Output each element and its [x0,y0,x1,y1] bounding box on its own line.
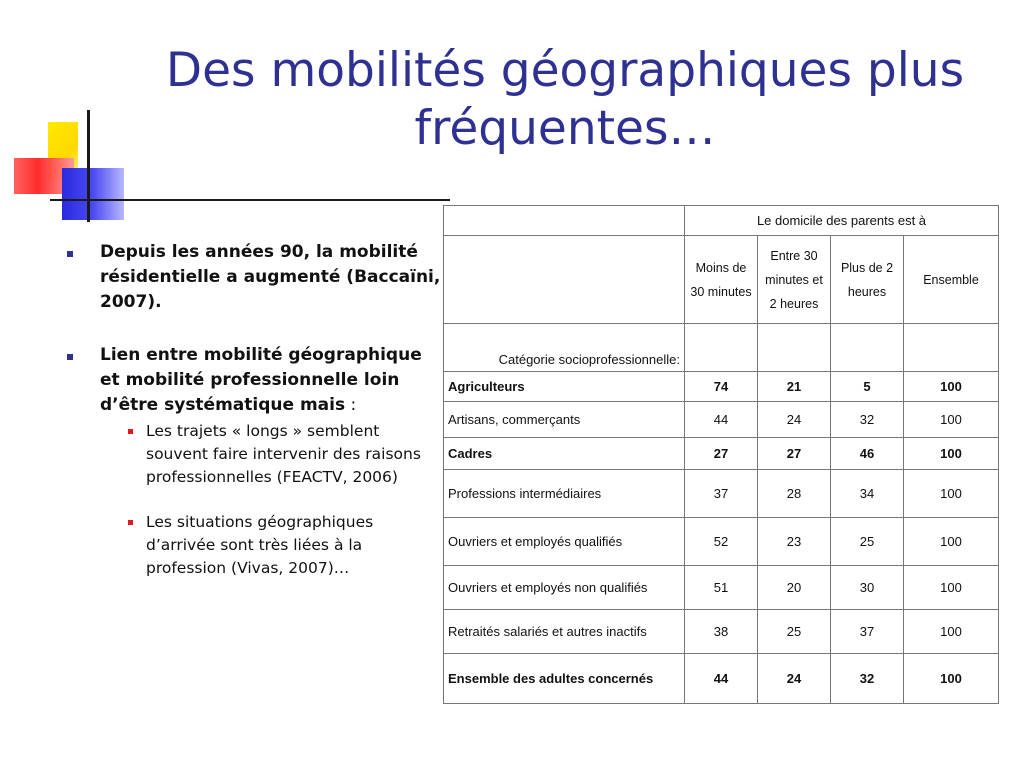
table-cell: 44 [685,402,758,438]
group-header: Le domicile des parents est à [685,206,999,236]
table-cell: 100 [904,372,999,402]
table-cell: 25 [831,518,904,566]
table-row [444,372,999,402]
table-cell: 46 [831,438,904,470]
table-cell: 44 [685,654,758,704]
table-cell: 32 [831,654,904,704]
column-header: Plus de 2 heures [831,236,904,324]
table-cell: 100 [904,610,999,654]
table-cell: 21 [758,372,831,402]
bullet-text: Lien entre mobilité géographique et mobilité professionnelle loin d’être systématique mais [100,345,422,415]
slide-title: Des mobilités géographiques plus fréquentes… [165,43,965,156]
column-header: Ensemble [904,236,999,324]
data-table [443,205,999,704]
table-cell: 24 [758,402,831,438]
table-cell [831,324,904,372]
row-label: Cadres [444,438,685,470]
table-cell: 32 [831,402,904,438]
category-label: Catégorie socioprofessionnelle: [444,324,685,372]
row-label: Ensemble des adultes concernés [444,654,685,704]
table-cell [685,324,758,372]
row-label: Artisans, commerçants [444,402,685,438]
table-row [444,610,999,654]
table-cell: 37 [685,470,758,518]
table-column-header-row [444,236,999,324]
table-row [444,438,999,470]
table-cell: 100 [904,566,999,610]
table-cell: 30 [831,566,904,610]
table-row [444,566,999,610]
table-cell: 34 [831,470,904,518]
table-row [444,518,999,566]
row-label: Ouvriers et employés non qualifiés [444,566,685,610]
table-row [444,402,999,438]
table-cell: 100 [904,654,999,704]
row-label: Ouvriers et employés qualifiés [444,518,685,566]
table-row [444,470,999,518]
table-corner-cell [444,206,685,236]
table-cell: 100 [904,402,999,438]
table-cell: 28 [758,470,831,518]
table-cell: 38 [685,610,758,654]
table-category-row [444,324,999,372]
table-cell: 52 [685,518,758,566]
data-table-container [443,205,999,704]
bullet-suffix: : [345,395,357,415]
table-cell: 27 [685,438,758,470]
table-header-group-row [444,206,999,236]
table-cell: 100 [904,518,999,566]
column-header: Entre 30 minutes et 2 heures [758,236,831,324]
bullet-list [62,240,442,580]
logo-blue-square [62,168,124,220]
table-cell: 27 [758,438,831,470]
title-underline [50,199,450,201]
logo-vertical-line [87,110,90,222]
row-label: Retraités salariés et autres inactifs [444,610,685,654]
row-label: Agriculteurs [444,372,685,402]
row-label: Professions intermédiaires [444,470,685,518]
table-row [444,654,999,704]
table-body [444,372,999,704]
table-cell: 100 [904,438,999,470]
table-cell: 51 [685,566,758,610]
table-cell: 20 [758,566,831,610]
bullet-item [62,240,442,315]
table-cell: 100 [904,470,999,518]
subbullet-item: Les trajets « longs » semblent souvent faire intervenir des raisons professionnelles (FEACTV, 2006) [100,420,442,489]
bullet-item [62,343,442,418]
table-cell [904,324,999,372]
table-cell: 37 [831,610,904,654]
subbullet-item: Les situations géographiques d’arrivée sont très liées à la profession (Vivas, 2007)… [100,511,442,580]
table-cell: 25 [758,610,831,654]
table-cell [758,324,831,372]
table-cell: 74 [685,372,758,402]
table-cell: 23 [758,518,831,566]
column-header: Moins de 30 minutes [685,236,758,324]
table-empty-header [444,236,685,324]
table-cell: 24 [758,654,831,704]
table-cell: 5 [831,372,904,402]
bullet-text: Depuis les années 90, la mobilité résidentielle a augmenté (Baccaïni, 2007). [100,242,441,312]
